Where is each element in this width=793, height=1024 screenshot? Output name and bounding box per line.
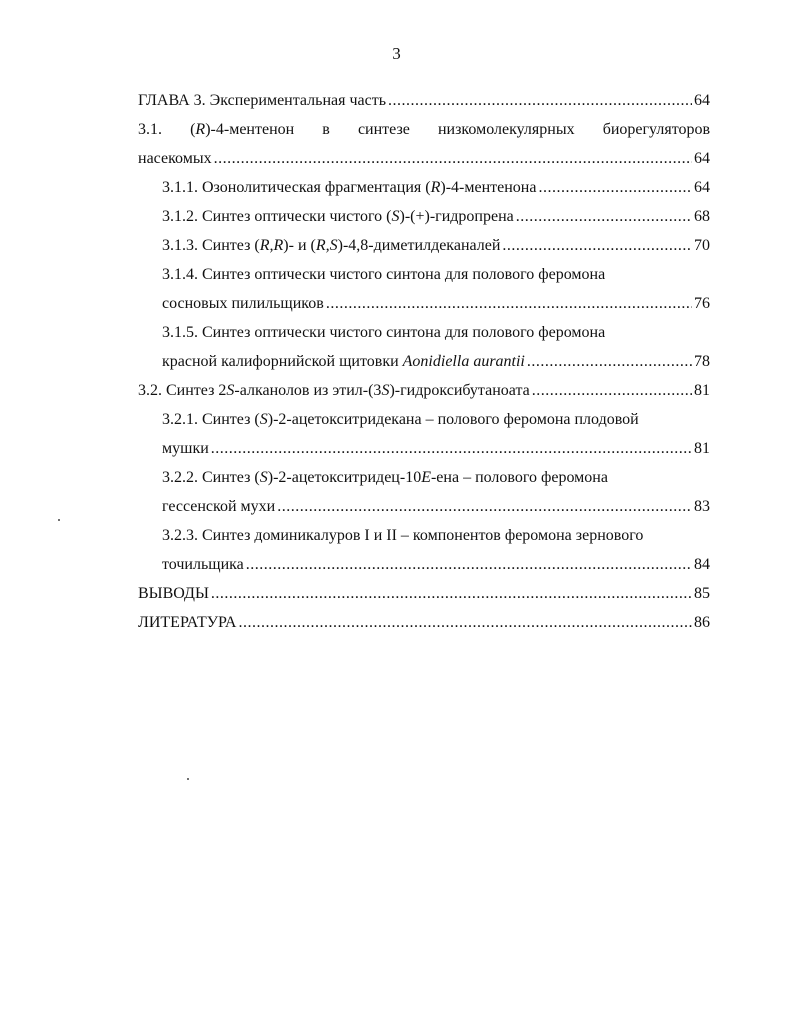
toc-page-number: 85 — [694, 585, 710, 602]
table-of-contents — [138, 86, 710, 637]
toc-page-number: 64 — [694, 92, 710, 109]
toc-page-number: 68 — [694, 208, 710, 225]
toc-entry-title: 3.1.5. Синтез оптически чистого синтона для полового феромона — [162, 324, 606, 341]
toc-entry-literature — [138, 608, 710, 637]
toc-entry-title: 3.2. Синтез 2S-алканолов из этил-(3S)-гидроксибутаноата — [138, 382, 530, 399]
toc-page-number: 64 — [694, 150, 710, 167]
toc-entry-title: ГЛАВА 3. Экспериментальная часть — [138, 92, 386, 109]
toc-entry-3-1-line-1 — [138, 115, 710, 144]
dot-leader — [214, 144, 692, 173]
toc-entry-3-1-5-line-2 — [138, 347, 710, 376]
toc-entry-conclusions — [138, 579, 710, 608]
toc-page-number: 78 — [694, 353, 710, 370]
toc-entry-3-1-4-line-1 — [138, 260, 710, 289]
toc-entry-title: 3.2.1. Синтез (S)-2-ацетокситридекана – полового феромона плодовой — [162, 411, 639, 428]
toc-entry-3-1-line-2 — [138, 144, 710, 173]
toc-entry-3-2-1-line-1 — [138, 405, 710, 434]
toc-entry-title: насекомых — [138, 150, 212, 167]
scan-speck — [58, 519, 60, 521]
toc-entry-title: 3.2.2. Синтез (S)-2-ацетокситридец-10E-ена – полового феромона — [162, 469, 608, 486]
toc-entry-title: ЛИТЕРАТУРА — [138, 614, 237, 631]
dot-leader — [211, 579, 692, 608]
dot-leader — [211, 434, 692, 463]
toc-page-number: 81 — [694, 382, 710, 399]
dot-leader — [538, 173, 692, 202]
scan-speck — [187, 778, 189, 780]
toc-entry-3-2-3-line-2 — [138, 550, 710, 579]
toc-page-number: 70 — [694, 237, 710, 254]
dot-leader — [516, 202, 692, 231]
toc-entry-3-1-4-line-2 — [138, 289, 710, 318]
dot-leader — [527, 347, 692, 376]
toc-page-number: 64 — [694, 179, 710, 196]
toc-entry-3-2-2-line-1 — [138, 463, 710, 492]
toc-entry-3-2 — [138, 376, 710, 405]
toc-entry-chapter-3 — [138, 86, 710, 115]
toc-entry-title: 3.1.4. Синтез оптически чистого синтона для полового феромона — [162, 266, 606, 283]
dot-leader — [238, 608, 692, 637]
toc-entry-title: 3.1.1. Озонолитическая фрагментация (R)-4-ментенона — [162, 179, 537, 196]
toc-page-number: 83 — [694, 498, 710, 515]
dot-leader — [502, 231, 692, 260]
dot-leader — [532, 376, 692, 405]
toc-page-number: 86 — [694, 614, 710, 631]
toc-entry-3-1-3 — [138, 231, 710, 260]
toc-entry-3-2-1-line-2 — [138, 434, 710, 463]
toc-entry-3-1-2 — [138, 202, 710, 231]
toc-entry-title: сосновых пилильщиков — [162, 295, 324, 312]
toc-entry-title: 3.1. (R)-4-ментенон в синтезе низкомолекулярных биорегуляторов — [138, 121, 710, 138]
toc-entry-title: точильщика — [162, 556, 244, 573]
dot-leader — [246, 550, 692, 579]
toc-entry-title: красной калифорнийской щитовки Aonidiella aurantii — [162, 353, 525, 370]
toc-entry-title: гессенской мухи — [162, 498, 276, 515]
toc-page-number: 84 — [694, 556, 710, 573]
toc-entry-title: мушки — [162, 440, 209, 457]
toc-entry-title: 3.1.2. Синтез оптически чистого (S)-(+)-гидропрена — [162, 208, 514, 225]
toc-entry-title: 3.1.3. Синтез (R,R)- и (R,S)-4,8-диметилдеканалей — [162, 237, 501, 254]
toc-entry-3-1-5-line-1 — [138, 318, 710, 347]
toc-entry-title: 3.2.3. Синтез доминикалуров I и II – компонентов феромона зернового — [162, 527, 644, 544]
dot-leader — [388, 86, 692, 115]
toc-entry-title: ВЫВОДЫ — [138, 585, 209, 602]
dot-leader — [326, 289, 692, 318]
toc-page-number: 76 — [694, 295, 710, 312]
toc-page-number: 81 — [694, 440, 710, 457]
toc-entry-3-1-1 — [138, 173, 710, 202]
dot-leader — [277, 492, 692, 521]
toc-entry-3-2-3-line-1 — [138, 521, 710, 550]
toc-entry-3-2-2-line-2 — [138, 492, 710, 521]
page-number: 3 — [392, 44, 401, 63]
